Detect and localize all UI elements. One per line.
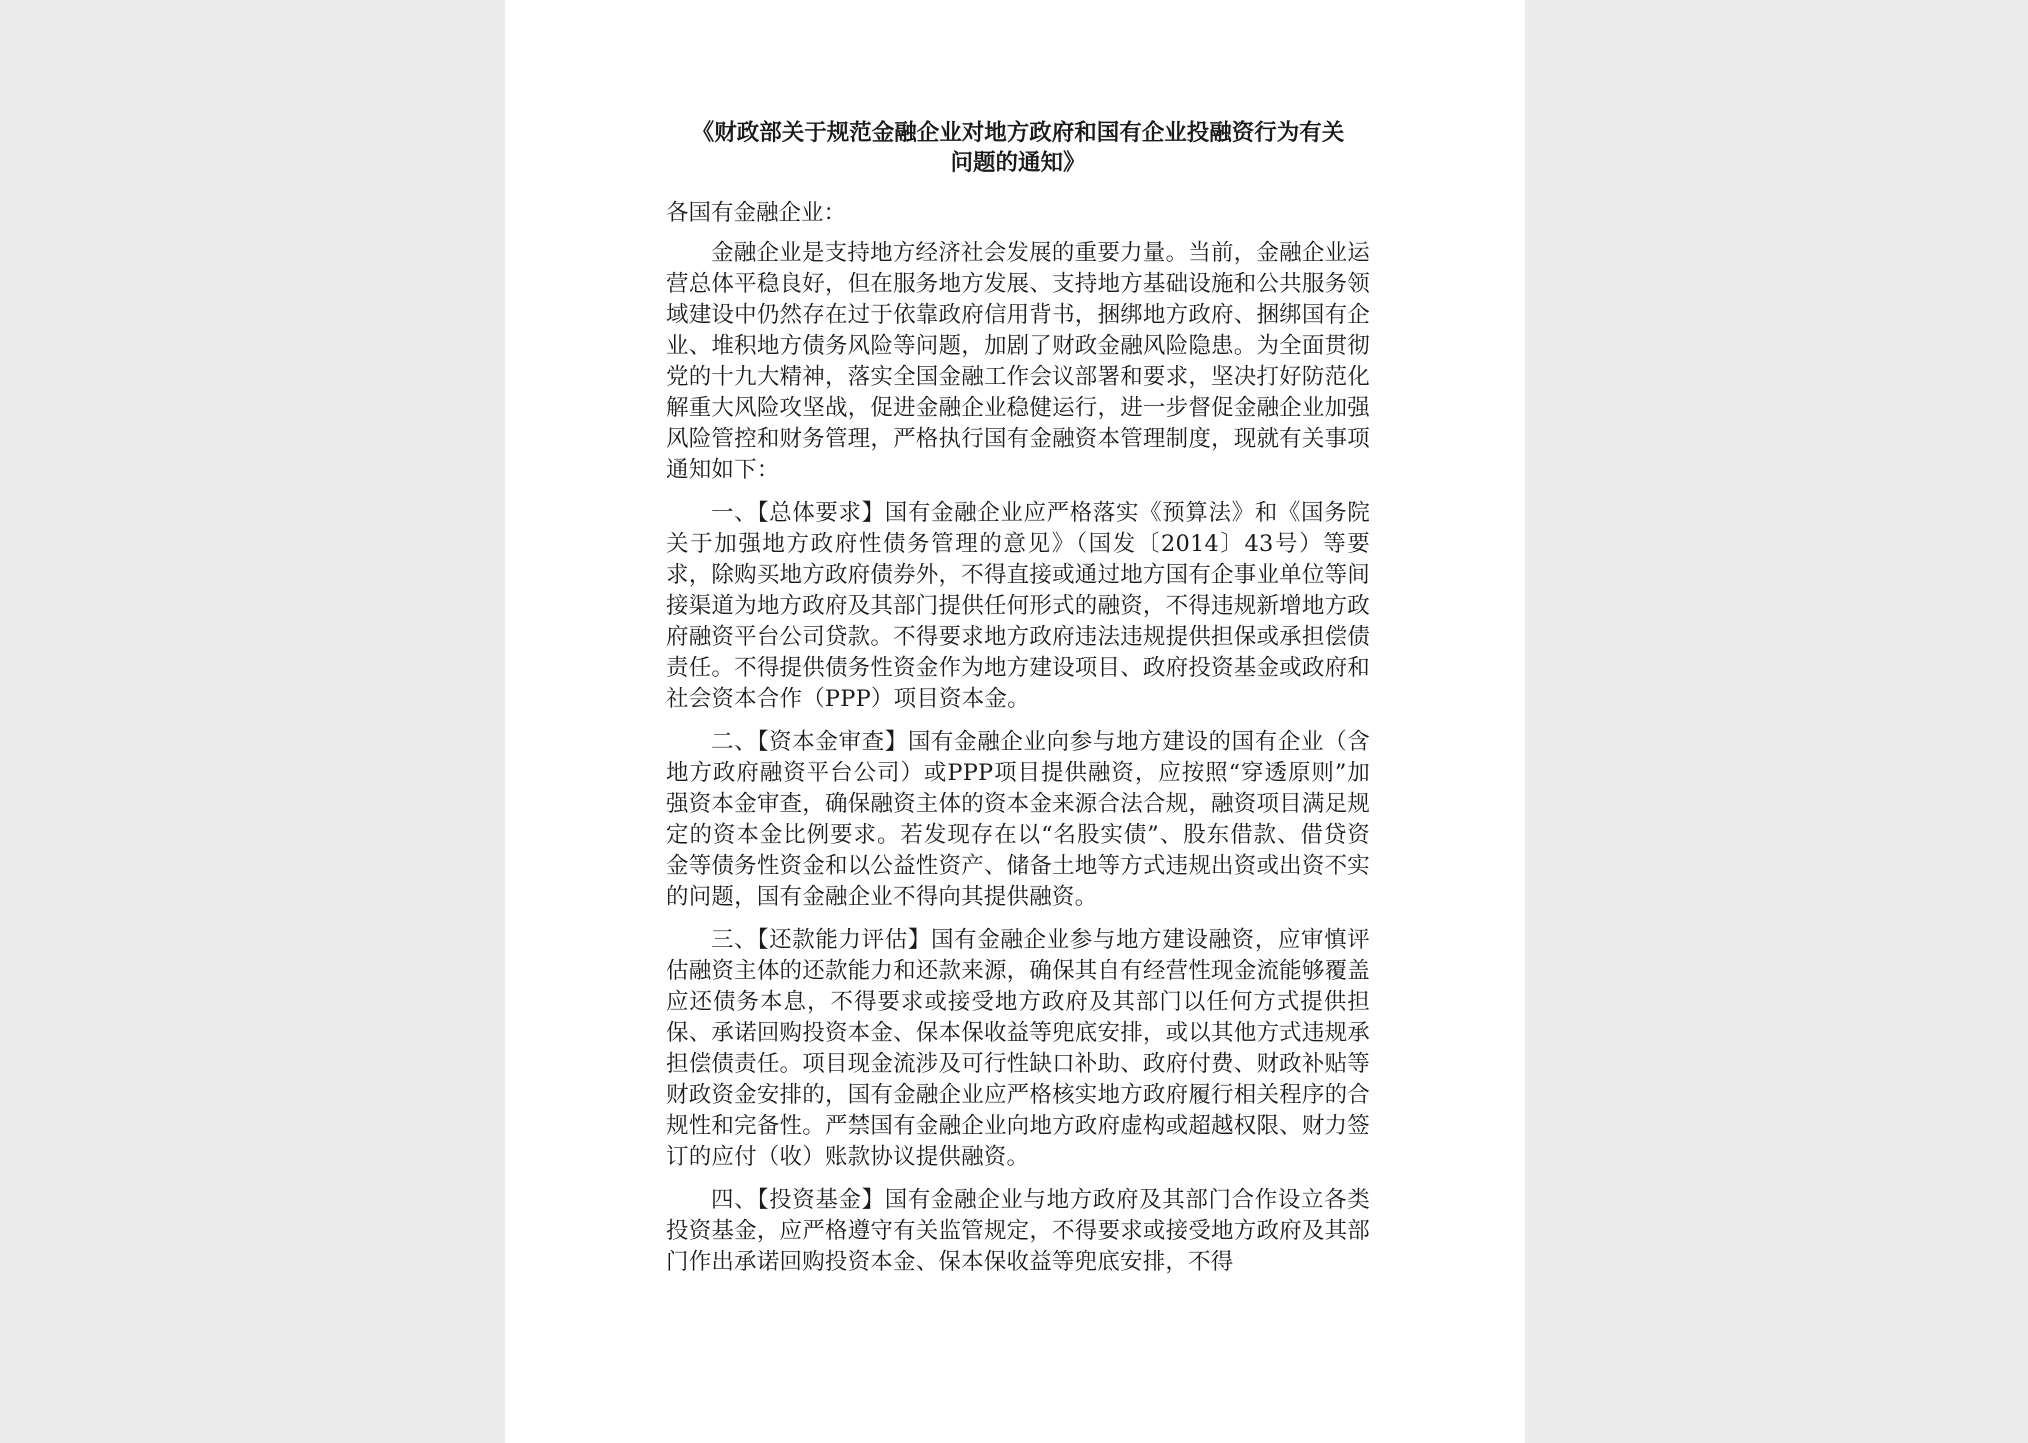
document-title [666,118,1370,178]
title-line-1: 《财政部关于规范金融企业对地方政府和国有企业投融资行为有关 [691,120,1345,146]
paragraph-section-1: 一、【总体要求】国有金融企业应严格落实《预算法》和《国务院关于加强地方政府性债务管理的意见》（国发〔2014〕43号）等要求，除购买地方政府债券外，不得直接或通过地方国有企事业单位等间接渠道为地方政府及其部门提供任何形式的融资，不得违规新增地方政府融资平台公司贷款。不得要求地方政府违法违规提供担保或承担偿债责任。不得提供债务性资金作为地方建设项目、政府投资基金或政府和社会资本合作（PPP）项目资本金。 [666,500,1370,712]
document-page [505,0,1525,1443]
paragraph-intro: 金融企业是支持地方经济社会发展的重要力量。当前，金融企业运营总体平稳良好，但在服务地方发展、支持地方基础设施和公共服务领域建设中仍然存在过于依靠政府信用背书，捆绑地方政府、捆绑国有企业、堆积地方债务风险等问题，加剧了财政金融风险隐患。为全面贯彻党的十九大精神，落实全国金融工作会议部署和要求，坚决打好防范化解重大风险攻坚战，促进金融企业稳健运行，进一步督促金融企业加强风险管控和财务管理，严格执行国有金融资本管理制度，现就有关事项通知如下： [666,240,1370,483]
salutation: 各国有金融企业： [666,200,847,226]
paragraph-section-2: 二、【资本金审查】国有金融企业向参与地方建设的国有企业（含地方政府融资平台公司）或PPP项目提供融资，应按照“穿透原则”加强资本金审查，确保融资主体的资本金来源合法合规，融资项目满足规定的资本金比例要求。若发现存在以“名股实债”、股东借款、借贷资金等债务性资金和以公益性资产、储备土地等方式违规出资或出资不实的问题，国有金融企业不得向其提供融资。 [666,729,1370,910]
paragraph-section-4: 四、【投资基金】国有金融企业与地方政府及其部门合作设立各类投资基金，应严格遵守有关监管规定，不得要求或接受地方政府及其部门作出承诺回购投资本金、保本保收益等兜底安排，不得 [666,1187,1370,1275]
paragraph-section-3: 三、【还款能力评估】国有金融企业参与地方建设融资，应审慎评估融资主体的还款能力和还款来源，确保其自有经营性现金流能够覆盖应还债务本息，不得要求或接受地方政府及其部门以任何方式提供担保、承诺回购投资本金、保本保收益等兜底安排，或以其他方式违规承担偿债责任。项目现金流涉及可行性缺口补助、政府付费、财政补贴等财政资金安排的，国有金融企业应严格核实地方政府履行相关程序的合规性和完备性。严禁国有金融企业向地方政府虚构或超越权限、财力签订的应付（收）账款协议提供融资。 [666,927,1370,1170]
title-line-2: 问题的通知》 [950,150,1086,176]
